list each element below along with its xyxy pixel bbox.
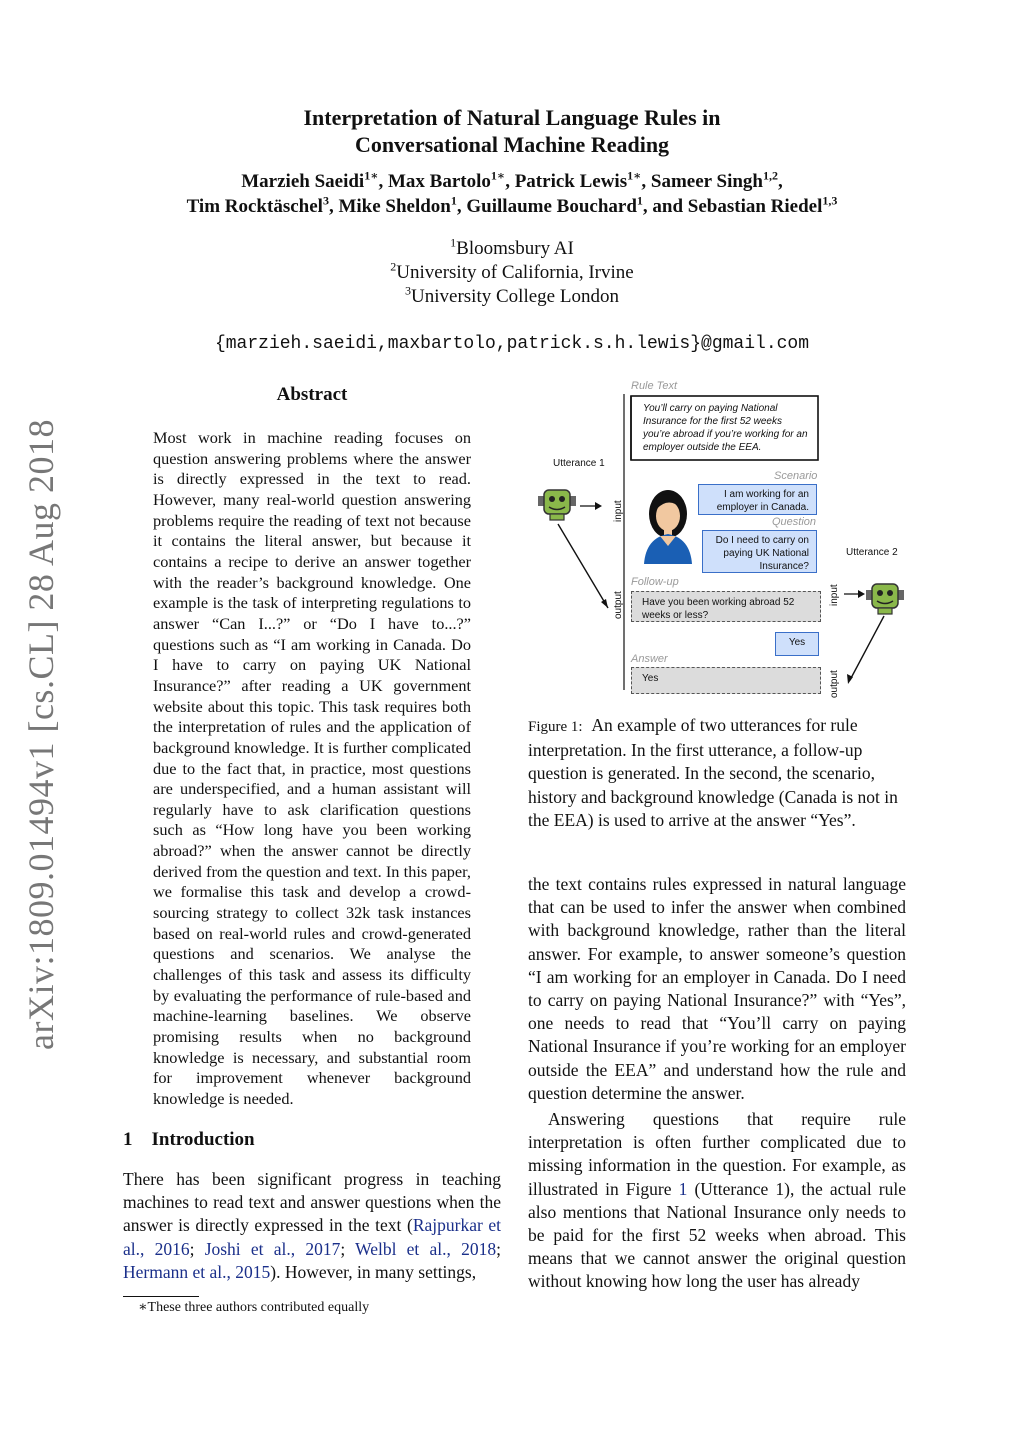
affiliation: $^3$University College London [405,283,619,307]
citation-link[interactable]: Rajpurkar et al., 2016 [123,1215,501,1259]
section-heading-introduction: 1 Introduction [123,1129,255,1150]
robot-icon-right [866,584,904,614]
paragraph: Answering questions that require rule interpretation is often further complicated due to missing information in the question. For example, as illustrated in Figure 1 (Utterance 1), the actual rule also mentions that National Insurance only needs to be paid for the first 52 weeks when abroad. This means that we cannot answer the original question without knowing how long the user has already [528,1109,906,1292]
footnote: ∗These three authors contributed equally [138,1300,370,1315]
affiliation: $^1$Bloomsbury AI [450,235,574,259]
author-name: Max Bartolo [388,171,491,192]
arxiv-identifier: arXiv:1809.01494v1 [cs.CL] 28 Aug 2018 [21,419,61,1050]
question-label: Question [772,516,817,528]
rule-text: You’ll carry on paying National Insurance for the first 52 weeks you’re abroad if you’re working for an employer outside the EEA. [643,403,808,453]
output-label-right: output [829,670,840,698]
paragraph: the text contains rules expressed in natural language that can be used to infer the answer when combined with background knowledge, rather than the literal answer. For example, to answer someone’s question “I am working for an employer in Canada. Do I need to carry on paying National Insurance?” with “Yes”, one needs to read that “You’ll carry on paying National Insurance if you’re working for an employer outside the EEA” and understand how the rule and question determine the answer. [528,874,906,1103]
author-name: Mike Sheldon [338,196,451,217]
user-answer-box: Yes [775,632,819,656]
introduction-paragraph: There has been significant progress in teaching machines to read text and answer questions when the answer is directly expressed in the text (Rajpurkar et al., 2016; Joshi et al., 2017; Welbl et al., 2018; Hermann et al., 2015). However, in many settings, [123,1169,501,1282]
right-column-body [528,873,906,1294]
author-line-1: Marzieh Saeidi$^{1∗}$, Max Bartolo$^{1∗}$, Patrick Lewis$^{1∗}$, Sameer Singh$^{1,2}$, [241,168,783,192]
affiliations [0,237,1024,309]
citation-link[interactable]: Welbl et al., 2018 [355,1238,497,1259]
scenario-label: Scenario [774,470,818,482]
author-name: Sebastian Riedel [687,196,823,217]
author-line-2: Tim Rocktäschel$^3$, Mike Sheldon$^1$, Guillaume Bouchard$^1$, and Sebastian Riedel$^{1,3}$ [186,193,838,217]
citation-link[interactable]: Hermann et al., 2015 [123,1261,271,1282]
input-label-right: input [829,584,840,606]
user-avatar [644,490,692,564]
scenario-box: I am working for an employer in Canada. [698,484,817,515]
citation-link[interactable]: Joshi et al., 2017 [204,1238,341,1259]
utterance-2-label: Utterance 2 [846,547,898,558]
figure-1 [528,378,908,703]
figure-reference-link[interactable]: 1 [678,1178,688,1199]
author-name: Sameer Singh [650,171,763,192]
abstract-text: Most work in machine reading focuses on question answering problems where the answer is directly expressed in the text to read. However, many real-world question answering problems require the reading of text not because it contains the literal answer, but because it contains a recipe to derive an answer together with the reader’s background knowledge. One example is the task of interpreting regulations to answer “Can I...?” or “Do I have to...?” questions such as “I am working in Canada. Do I have to carry on paying UK National Insurance?” after reading a UK government website about this topic. This task requires both the interpretation of rules and the application of background knowledge. It is further complicated due to the fact that, in practice, most questions are underspecified, and a human assistant will regularly have to ask clarification questions such as “How long have you been working abroad?” when the answer cannot be directly derived from the question and text. In this paper, we formalise this task and develop a crowd-sourcing strategy to collect 32k task instances based on real-world rules and crowd-generated questions and scenarios. We analyse the challenges of this task and assess its difficulty by evaluating the performance of rule-based and machine-learning baselines. We observe promising results when no background knowledge is necessary, and substantial room for improvement whenever background knowledge is needed. [153,428,471,1108]
followup-label: Follow-up [631,576,679,588]
footnote-rule [123,1296,199,1297]
author-name: Marzieh Saeidi [241,171,365,192]
title-line-2: Conversational Machine Reading [354,132,670,157]
affiliation: $^2$University of California, Irvine [390,259,634,283]
paper-title [0,104,1024,158]
figure-caption [528,714,906,832]
output-label-left: output [613,591,624,619]
input-label-left: input [613,500,624,522]
answer-label: Answer [631,653,668,665]
question-box: Do I need to carry on paying UK National Insurance? [702,530,817,573]
caption-label: Figure 1: [528,719,583,735]
author-name: Tim Rocktäschel [186,196,323,217]
abstract-heading: Abstract [276,384,348,405]
abstract-body [153,428,471,1110]
title-line-1: Interpretation of Natural Language Rules in [303,105,721,130]
author-list [0,169,1024,219]
author-email: {marzieh.saeidi,maxbartolo,patrick.s.h.lewis}@gmail.com [214,334,810,354]
caption-text: An example of two utterances for rule interpretation. In the first utterance, a follow-up question is generated. In the second, the scenario, history and background knowledge (Canada is not in the EEA) is used to arrive at the answer “Yes”. [528,715,898,830]
robot-icon-left [538,490,576,520]
utterance-1-label: Utterance 1 [553,458,605,469]
author-name: Patrick Lewis [514,171,628,192]
followup-box: Have you been working abroad 52 weeks or less? [631,591,821,622]
answer-box: Yes [631,667,821,694]
author-name: Guillaume Bouchard [466,196,637,217]
rule-text-label: Rule Text [631,380,678,392]
